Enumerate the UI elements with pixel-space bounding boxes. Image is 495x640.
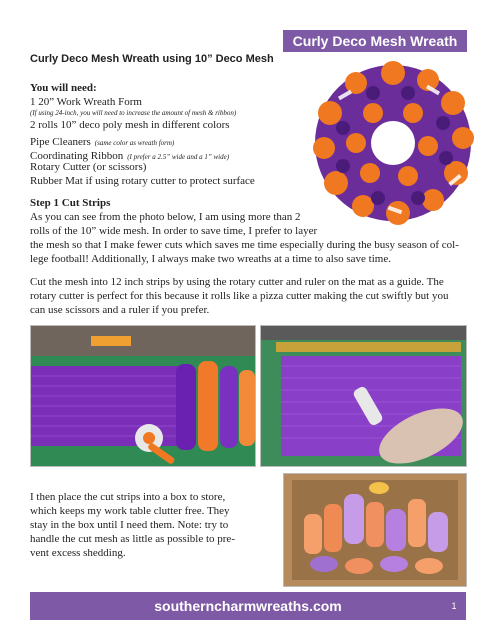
mesh-rolls-photo: [30, 325, 256, 467]
step1-heading: Step 1 Cut Strips: [30, 197, 111, 209]
step1-para2-line-2: rotary cutter is perfect for this because it rolls like a pizza cutter making the cut swiftly but you: [30, 290, 449, 302]
needs-item-6: Rubber Mat if using rotary cutter to protect surface: [30, 175, 255, 187]
step1-line-4: lege football! Additionally, I always make two wreaths at a time to also save time.: [30, 253, 391, 265]
page-number: 1: [451, 601, 457, 611]
header-title: Curly Deco Mesh Wreath: [283, 30, 467, 52]
box-text-line-1: I then place the cut strips into a box to store,: [30, 491, 226, 503]
needs-item-3-note: (same color as wreath form): [94, 139, 175, 147]
needs-item-3: Pipe Cleaners: [30, 136, 91, 148]
step1-line-1: As you can see from the photo below, I am using more than 2: [30, 211, 301, 223]
needs-item-1: 1 20” Work Wreath Form: [30, 96, 142, 108]
needs-heading: You will need:: [30, 82, 97, 94]
needs-item-4: Coordinating Ribbon: [30, 150, 124, 162]
needs-item-4-note: (I prefer a 2.5” wide and a 1” wide): [127, 153, 230, 161]
cutting-mesh-photo: [260, 325, 467, 467]
step1-line-3: the mesh so that I make fewer cuts which saves me time especially during the busy season of col-: [30, 239, 459, 251]
step1-para2-line-1: Cut the mesh into 12 inch strips by using the rotary cutter and ruler on the mat as a guide. The: [30, 276, 444, 288]
wreath-photo: [308, 58, 478, 228]
box-text-line-2: which keeps my work table clutter free. They: [30, 505, 230, 517]
box-text-line-4: handle the cut mesh as little as possible to pre-: [30, 533, 235, 545]
box-of-strips-photo: [283, 473, 467, 587]
document-title: Curly Deco Mesh Wreath using 10” Deco Mesh: [30, 53, 274, 65]
step1-line-2: rolls of the 10” wide mesh. In order to save time, I prefer to layer: [30, 225, 318, 237]
step1-para2-line-3: can use scissors and a ruler if you prefer.: [30, 304, 210, 316]
needs-item-5: Rotary Cutter (or scissors): [30, 161, 147, 173]
needs-item-1-note: (If using 24-inch, you will need to increase the amount of mesh & ribbon): [30, 109, 237, 117]
box-text-line-5: vent excess shedding.: [30, 547, 126, 559]
footer-site-link[interactable]: southerncharmwreaths.com: [154, 598, 342, 614]
box-text-line-3: stay in the box until I need them. Note: try to: [30, 519, 229, 531]
needs-item-2: 2 rolls 10” deco poly mesh in different colors: [30, 119, 230, 131]
